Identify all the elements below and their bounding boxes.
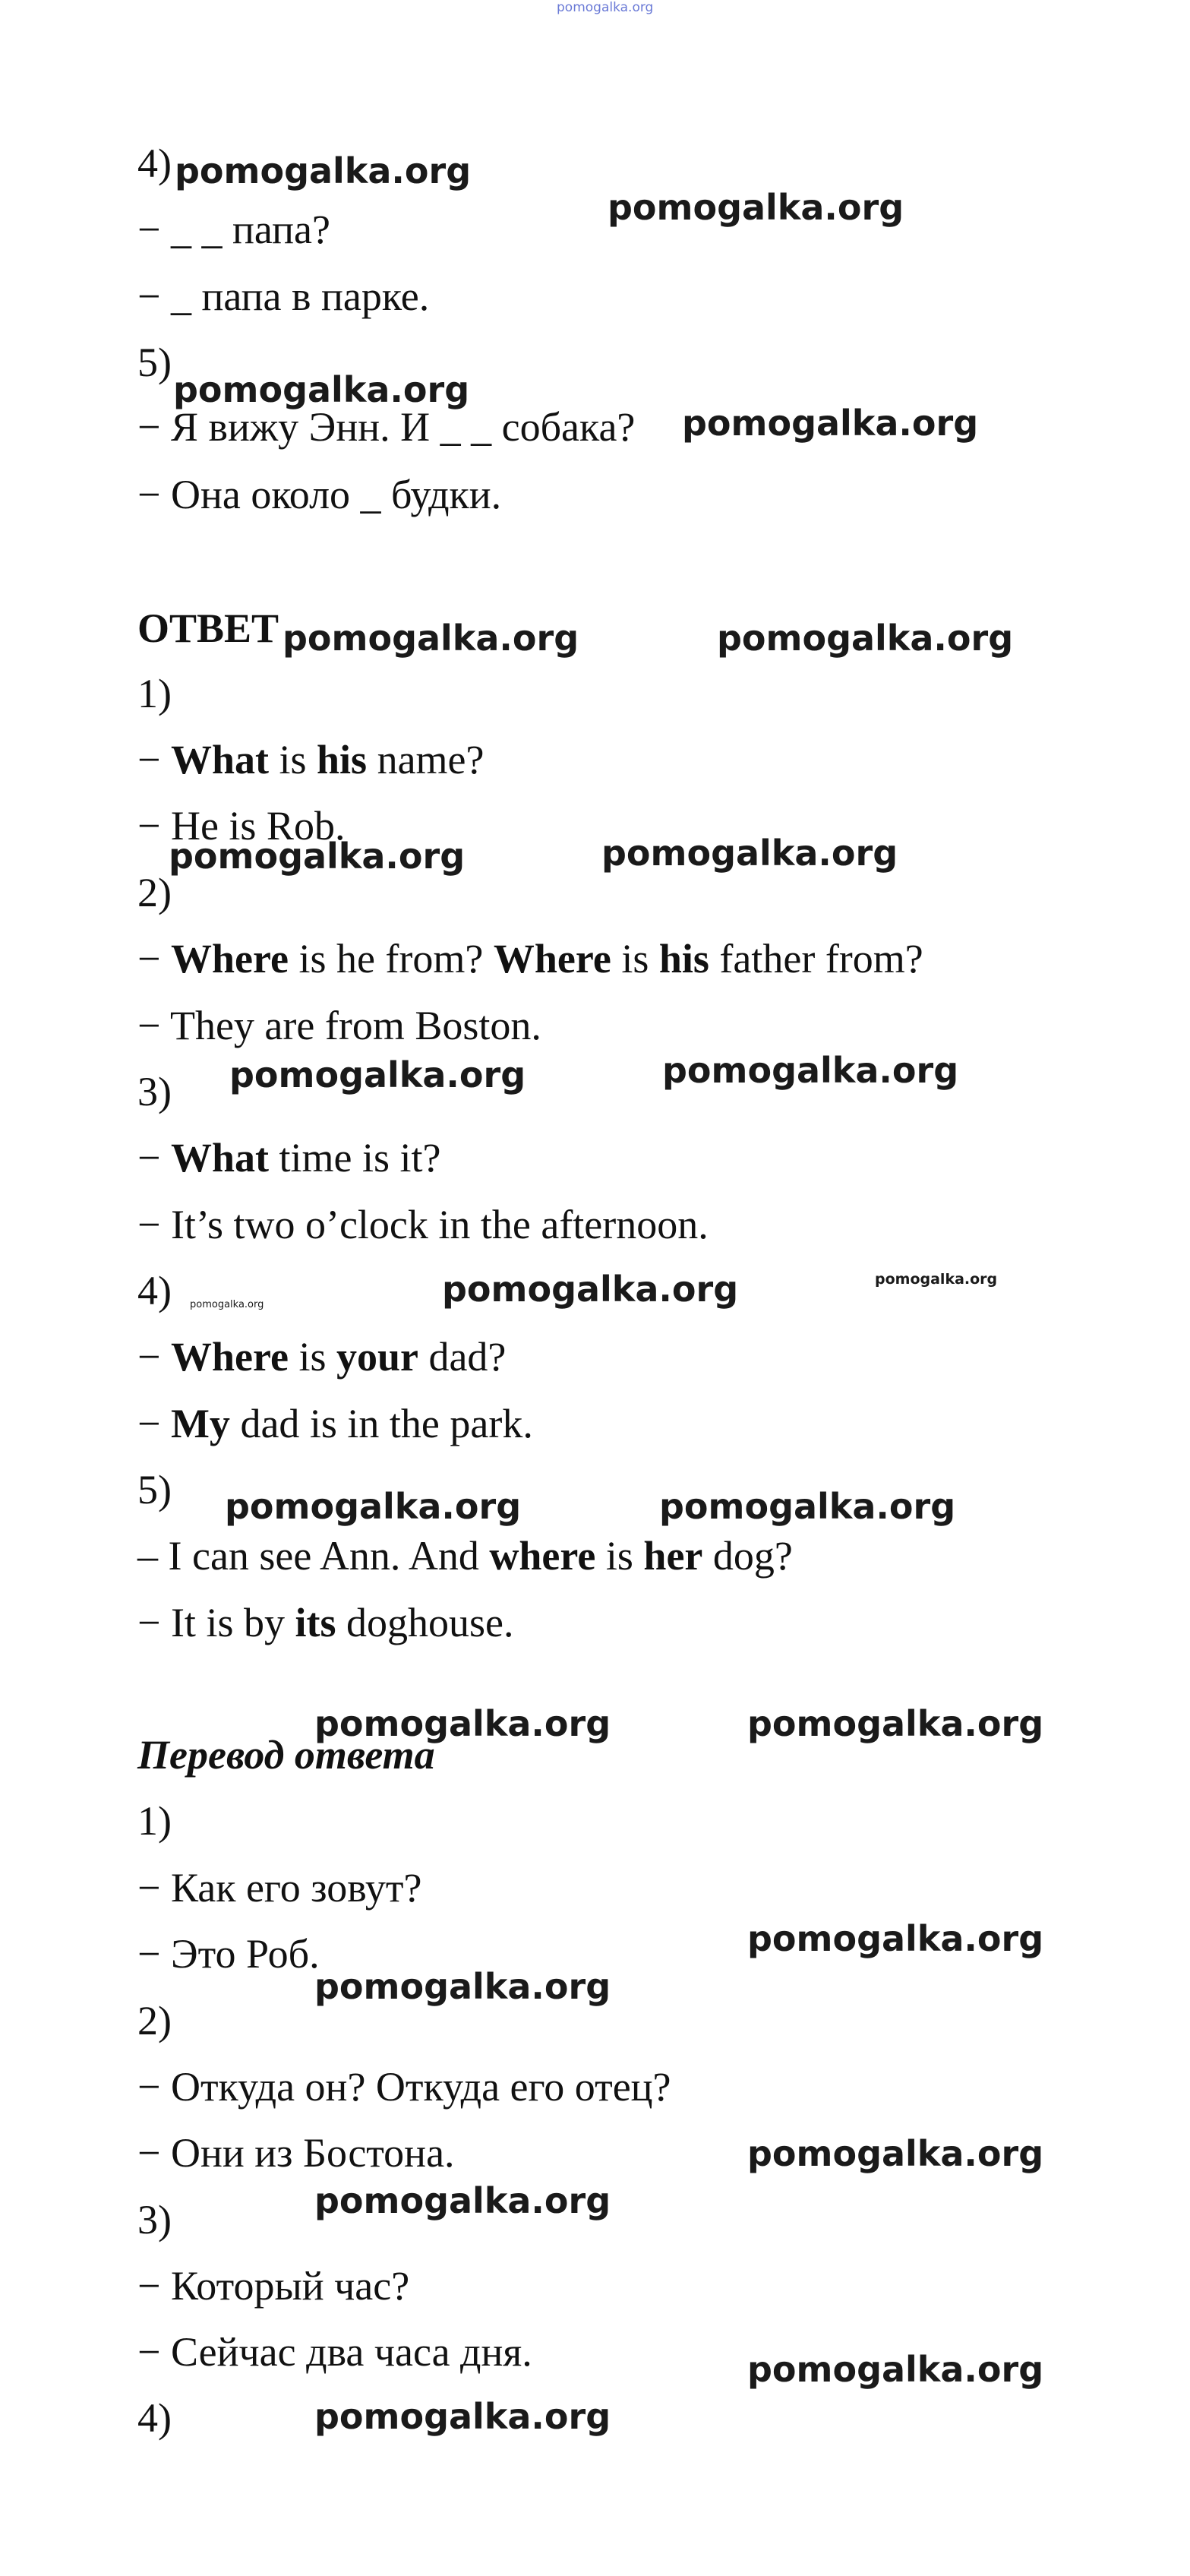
watermark: pomogalka.org [747, 1703, 1044, 1744]
translation-item-number: 4) [137, 2395, 172, 2441]
watermark: pomogalka.org [314, 1966, 611, 2007]
watermark: pomogalka.org [314, 2180, 611, 2221]
watermark: pomogalka.org [682, 403, 979, 444]
watermark: pomogalka.org [314, 1703, 611, 1744]
watermark: pomogalka.org [283, 618, 579, 659]
answer-line: − It is by its doghouse. [137, 1600, 514, 1645]
watermark: pomogalka.org [717, 618, 1014, 659]
answer-line: − Where is your dad? [137, 1334, 507, 1380]
answer-line: − Where is he from? Where is his father from? [137, 936, 923, 981]
answer-line: − My dad is in the park. [137, 1401, 533, 1446]
answer-item-number: 4) [137, 1268, 172, 1313]
task-item-number: 4) [137, 141, 172, 186]
answer-item-number: 1) [137, 671, 172, 716]
watermark: pomogalka.org [662, 1050, 959, 1091]
translation-line: − Который час? [137, 2263, 410, 2309]
task-line: − _ папа в парке. [137, 273, 430, 319]
translation-item-number: 1) [137, 1798, 172, 1844]
translation-line: − Как его зовут? [137, 1865, 422, 1911]
task-line: − Я вижу Энн. И _ _ собака? [137, 404, 636, 450]
watermark: pomogalka.org [225, 1486, 522, 1527]
task-line: − _ _ папа? [137, 207, 330, 252]
watermark: pomogalka.org [173, 369, 470, 410]
watermark-top: pomogalka.org [557, 0, 654, 15]
watermark: pomogalka.org [747, 1918, 1044, 1959]
translation-line: − Они из Бостона. [137, 2130, 455, 2176]
answer-line: − What is his name? [137, 737, 485, 782]
answer-line: − It’s two o’clock in the afternoon. [137, 1202, 709, 1247]
answer-line: − What time is it? [137, 1135, 441, 1181]
watermark: pomogalka.org [608, 187, 904, 228]
watermark: pomogalka.org [747, 2133, 1044, 2174]
answer-item-number: 3) [137, 1069, 172, 1114]
answer-line: − He is Rob. [137, 803, 346, 849]
watermark: pomogalka.org [601, 833, 898, 874]
task-line: − Она около _ будки. [137, 472, 502, 517]
translation-item-number: 3) [137, 2197, 172, 2243]
translation-line: − Это Роб. [137, 1931, 320, 1977]
translation-line: − Сейчас два часа дня. [137, 2329, 532, 2375]
translation-item-number: 2) [137, 1998, 172, 2043]
watermark: pomogalka.org [175, 150, 472, 191]
watermark: pomogalka.org [442, 1269, 739, 1310]
translation-line: − Откуда он? Откуда его отец? [137, 2064, 671, 2110]
watermark: pomogalka.org [190, 1299, 264, 1310]
task-item-number: 5) [137, 340, 172, 385]
answer-line: − They are from Boston. [137, 1003, 541, 1048]
translation-heading: Перевод ответа [137, 1732, 435, 1778]
answer-line: – I can see Ann. And where is her dog? [137, 1533, 793, 1579]
watermark: pomogalka.org [229, 1054, 526, 1095]
answer-heading: ОТВЕТ [137, 605, 279, 651]
watermark: pomogalka.org [169, 836, 466, 877]
watermark: pomogalka.org [875, 1271, 998, 1288]
watermark: pomogalka.org [747, 2349, 1044, 2390]
answer-item-number: 2) [137, 870, 172, 915]
watermark: pomogalka.org [314, 2396, 611, 2437]
watermark: pomogalka.org [659, 1486, 956, 1527]
answer-item-number: 5) [137, 1467, 172, 1512]
